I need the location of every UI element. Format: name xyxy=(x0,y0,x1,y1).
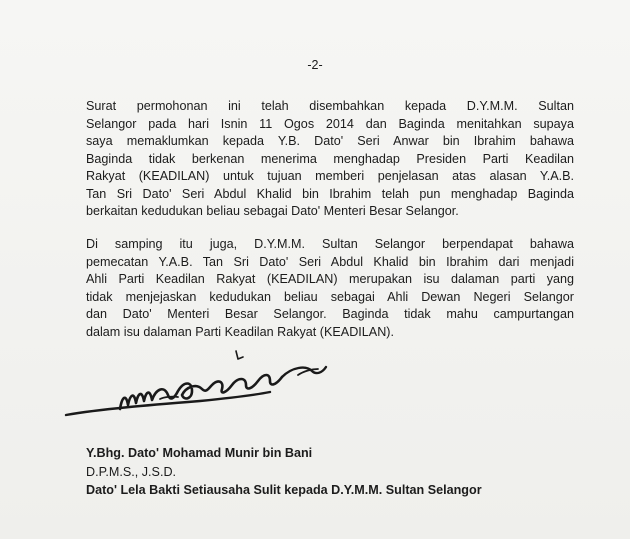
handwritten-signature xyxy=(60,345,400,430)
paragraph-line: Rakyat (KEADILAN) untuk tujuan memberi penjelasan atas alasan Y.A.B. xyxy=(86,169,574,183)
paragraph-line: dan Dato' Menteri Besar Selangor. Baginda tidak mahu campurtangan xyxy=(86,307,574,321)
paragraph-line: tidak menjejaskan kedudukan beliau sebagai Ahli Dewan Negeri Selangor xyxy=(86,289,574,304)
signatory-block xyxy=(86,444,606,500)
paragraph-2 xyxy=(86,236,574,341)
paragraph-1 xyxy=(86,98,574,221)
paragraph-line: saya memaklumkan kepada Y.B. Dato' Seri Anwar bin Ibrahim bahawa xyxy=(86,134,574,148)
paragraph-line: pemecatan Y.A.B. Tan Sri Dato' Seri Abdul Khalid bin Ibrahim dari menjadi xyxy=(86,254,574,269)
signatory-position: Dato' Lela Bakti Setiausaha Sulit kepada D.Y.M.M. Sultan Selangor xyxy=(86,483,482,497)
paragraph-line: dalam isu dalaman Parti Keadilan Rakyat (KEADILAN). xyxy=(86,324,394,339)
signatory-honours: D.P.M.S., J.S.D. xyxy=(86,464,177,479)
paragraph-line: Tan Sri Dato' Seri Abdul Khalid bin Ibrahim telah pun menghadap Baginda xyxy=(86,186,574,201)
paragraph-line: Surat permohonan ini telah disembahkan kepada D.Y.M.M. Sultan xyxy=(86,99,574,113)
paragraph-line: Selangor pada hari Isnin 11 Ogos 2014 dan Baginda menitahkan supaya xyxy=(86,116,574,131)
signatory-name: Y.Bhg. Dato' Mohamad Munir bin Bani xyxy=(86,446,313,460)
page-number: -2- xyxy=(307,58,323,72)
paragraph-line: berkaitan kedudukan beliau sebagai Dato' Menteri Besar Selangor. xyxy=(86,204,459,218)
paragraph-line: Di samping itu juga, D.Y.M.M. Sultan Selangor berpendapat bahawa xyxy=(86,237,574,251)
paragraph-line: Ahli Parti Keadilan Rakyat (KEADILAN) merupakan isu dalaman parti yang xyxy=(86,272,574,286)
paragraph-line: Baginda tidak berkenan menerima menghadap Presiden Parti Keadilan xyxy=(86,151,574,166)
